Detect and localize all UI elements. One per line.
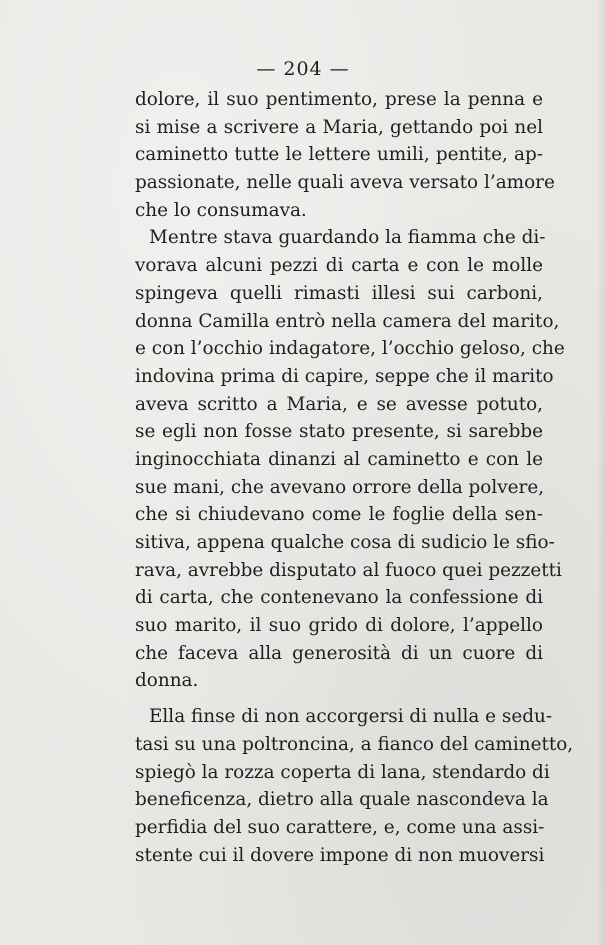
text-line: spingeva quelli rimasti illesi sui carboni, (135, 282, 543, 304)
text-line: vorava alcuni pezzi di carta e con le molle (135, 255, 543, 277)
text-line: se egli non fosse stato presente, si sarebbe (135, 421, 543, 443)
text-line: donna Camilla entrò nella camera del marito, (135, 310, 560, 332)
text-line: spiegò la rozza coperta di lana, stendardo di (135, 761, 550, 783)
text-line: che si chiudevano come le foglie della sen- (135, 504, 543, 526)
text-line: dolore, il suo pentimento, prese la penna e (135, 89, 543, 110)
text-line: Mentre stava guardando la fiamma che di- (149, 227, 546, 249)
text-line: tasi su una poltroncina, a fianco del caminetto, (135, 733, 574, 755)
text-line: aveva scritto a Maria, e se avesse potuto, (135, 393, 543, 415)
text-line: che faceva alla generosità di un cuore di (135, 642, 543, 664)
text-line: rava, avrebbe disputato al fuoco quei pezzetti (135, 559, 562, 581)
page-edge-shadow (596, 0, 606, 945)
text-line: sue mani, che avevano orrore della polvere, (135, 476, 545, 498)
text-line: perfidia del suo carattere, e, come una assi- (135, 816, 545, 838)
text-line: suo marito, il suo grido di dolore, l’appello (135, 615, 543, 637)
text-line: donna. (135, 670, 199, 692)
text-line: che lo consumava. (135, 199, 307, 221)
text-line: passionate, nelle quali aveva versato l’amore (135, 172, 555, 194)
text-line: beneficenza, dietro alla quale nascondeva la (135, 789, 549, 811)
text-line: si mise a scrivere a Maria, gettando poi nel (135, 116, 543, 138)
text-line: di carta, che contenevano la confessione di (135, 587, 543, 609)
page-number: — 204 — (256, 58, 350, 80)
text-line: Ella finse di non accorgersi di nulla e sedu- (149, 706, 553, 728)
text-line: inginocchiata dinanzi al caminetto e con le (135, 448, 543, 470)
body-text (135, 86, 574, 869)
text-line: stente cui il dovere impone di non muoversi (135, 844, 545, 866)
text-line: e con l’occhio indagatore, l’occhio geloso, che (135, 338, 565, 360)
text-line: caminetto tutte le lettere umili, pentite, ap- (135, 144, 543, 166)
text-line: sitiva, appena qualche cosa di sudicio le sfio- (135, 532, 555, 553)
paragraph-gap (135, 695, 543, 703)
text-line: indovina prima di capire, seppe che il marito (135, 365, 554, 387)
